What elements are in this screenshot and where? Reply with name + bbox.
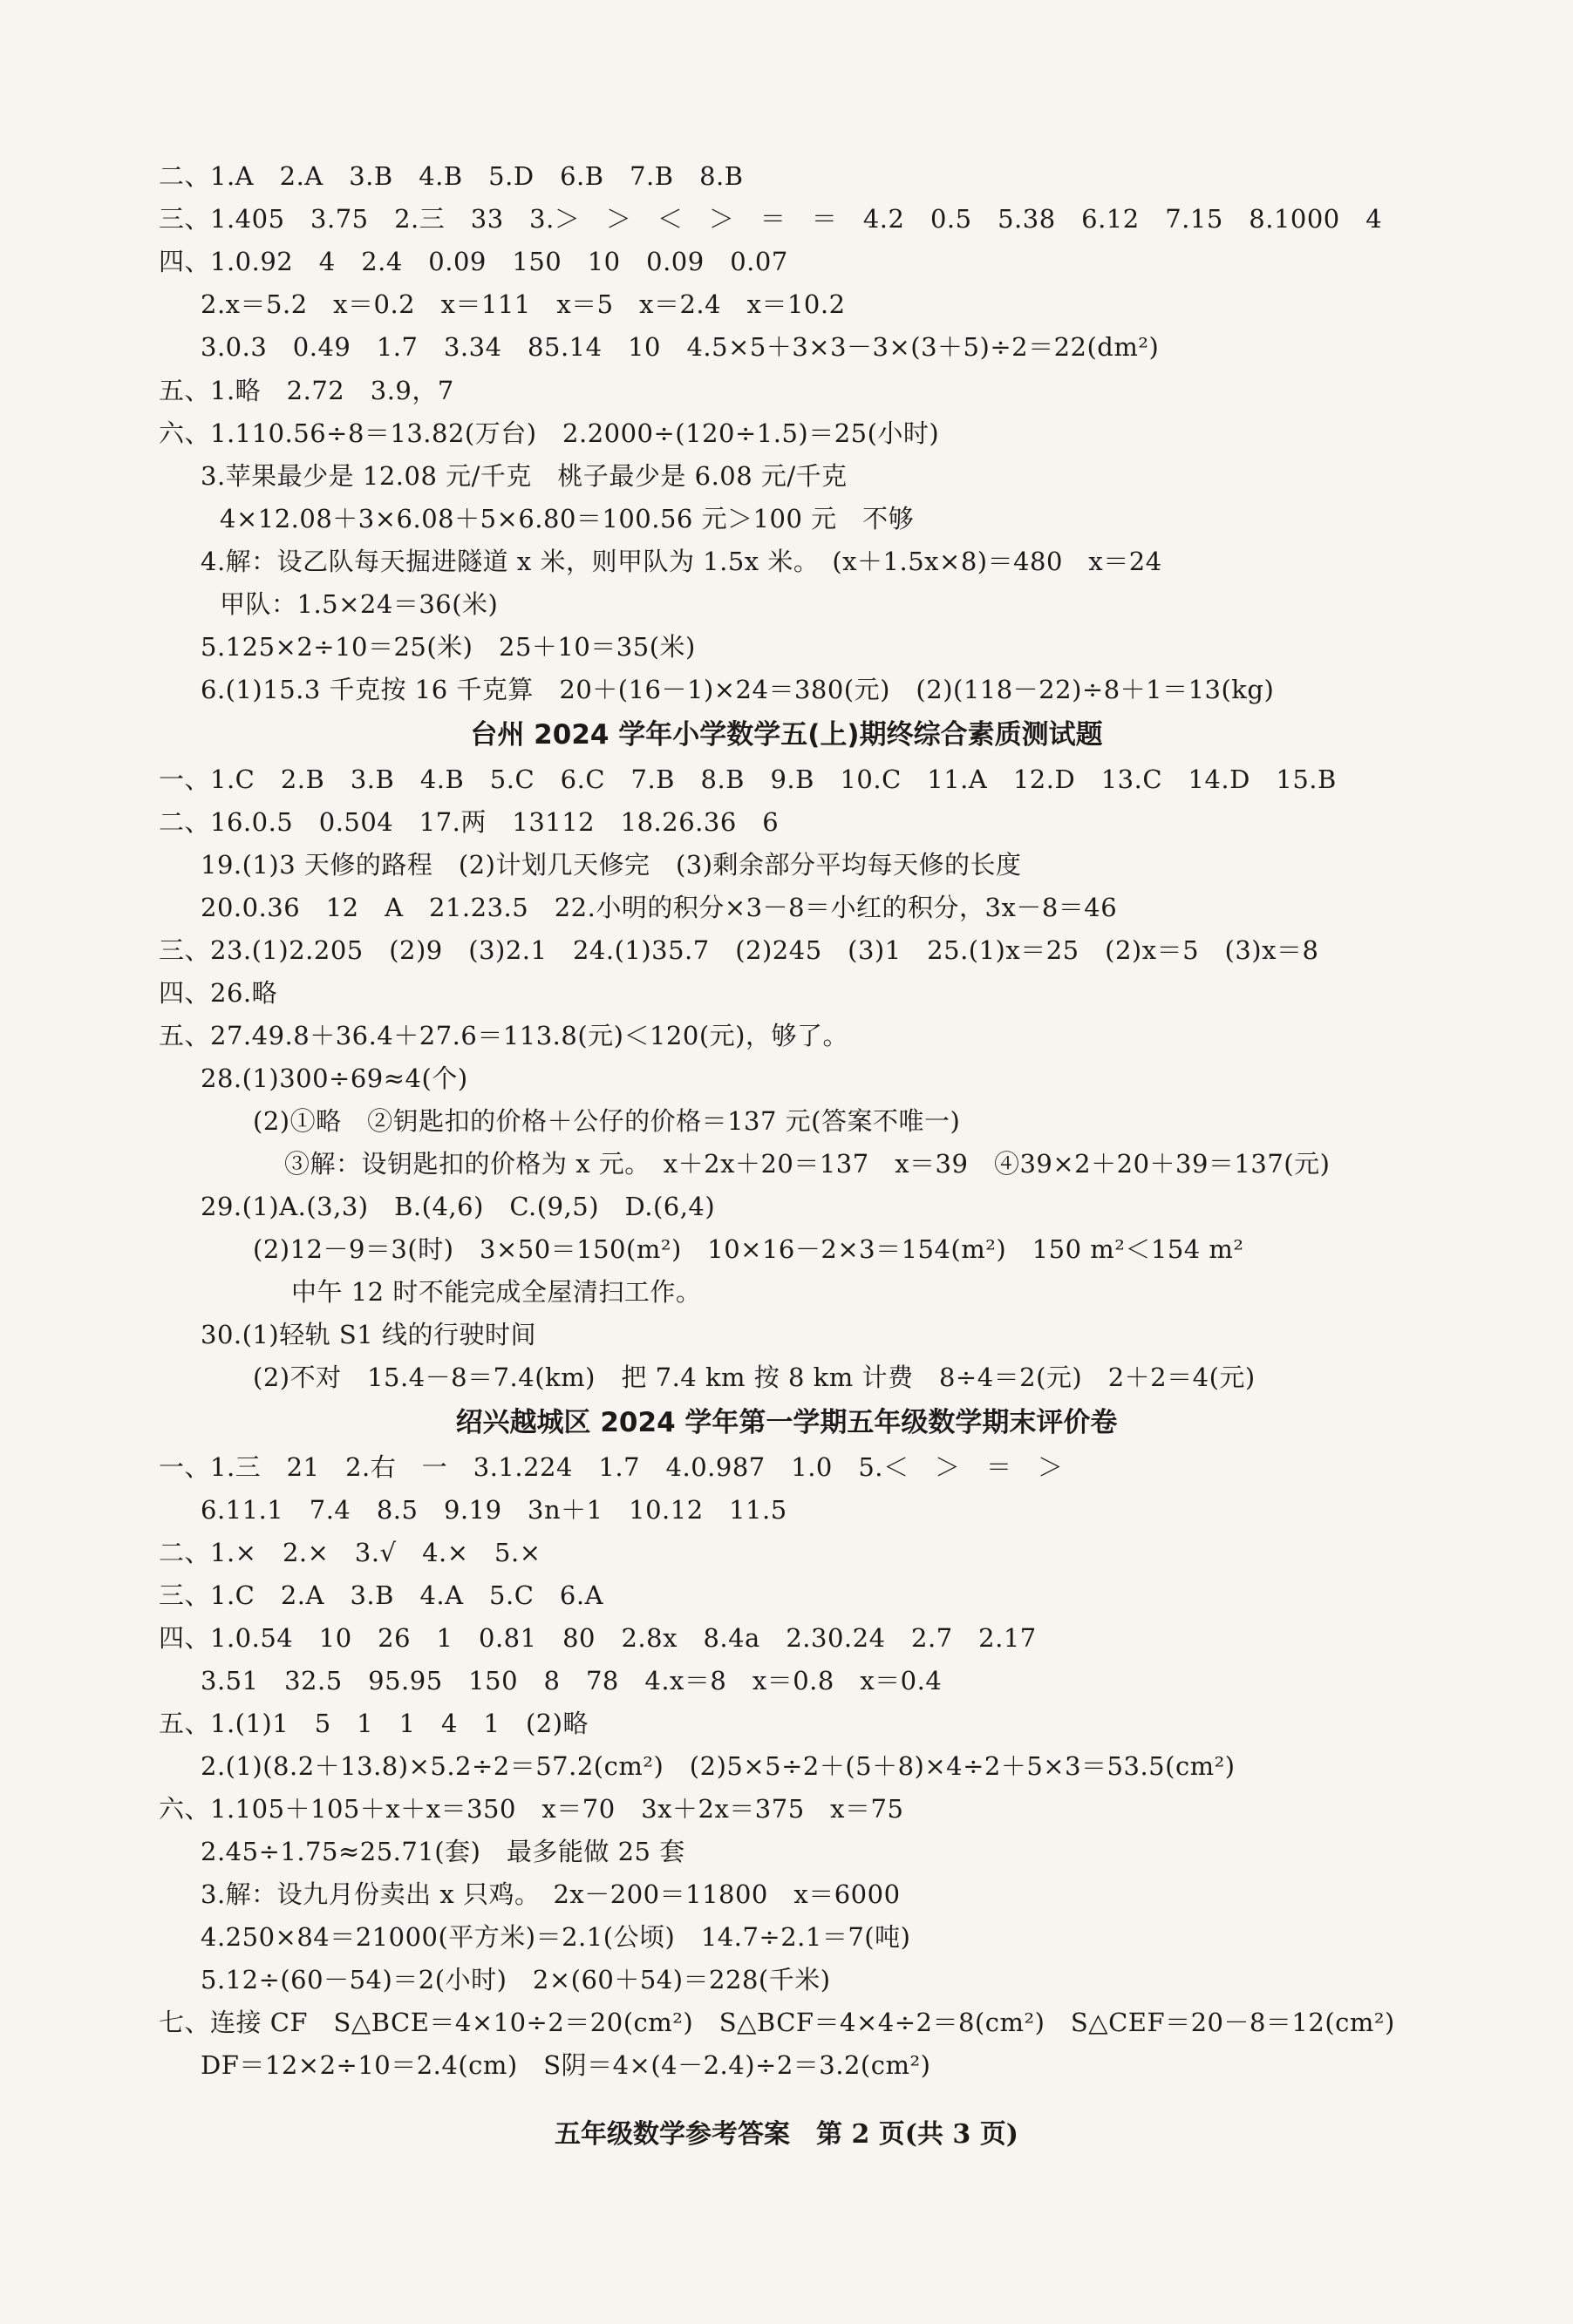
answer-line: 2.45÷1.75≈25.71(套) 最多能做 25 套 <box>201 1837 685 1866</box>
answer-line: 四、1.0.54 10 26 1 0.81 80 2.8x 8.4a 2.30.24 2.7 2.17 <box>159 1623 1037 1653</box>
answer-line: 甲队：1.5×24＝36(米) <box>220 589 499 619</box>
section-title-shaoxing: 绍兴越城区 2024 学年第一学期五年级数学期末评价卷 <box>455 1407 1118 1438</box>
answer-line: 29.(1)A.(3,3) B.(4,6) C.(9,5) D.(6,4) <box>201 1192 716 1221</box>
answer-line: 五、27.49.8＋36.4＋27.6＝113.8(元)＜120(元)，够了。 <box>159 1021 848 1050</box>
answer-line: 19.(1)3 天修的路程 (2)计划几天修完 (3)剩余部分平均每天修的长度 <box>201 850 1022 880</box>
answer-line: 5.12÷(60－54)＝2(小时) 2×(60＋54)＝228(千米) <box>201 1965 831 1994</box>
answer-line: 五、1.(1)1 5 1 1 4 1 (2)略 <box>159 1709 589 1738</box>
answer-line: 28.(1)300÷69≈4(个) <box>201 1063 468 1093</box>
answer-line: 三、1.C 2.A 3.B 4.A 5.C 6.A <box>159 1580 604 1610</box>
answer-line: 4.250×84＝21000(平方米)＝2.1(公顷) 14.7÷2.1＝7(吨) <box>201 1922 911 1952</box>
answer-line: DF＝12×2÷10＝2.4(cm) S阴＝4×(4－2.4)÷2＝3.2(cm²) <box>201 2050 931 2080</box>
page-footer: 五年级数学参考答案 第 2 页(共 3 页) <box>555 2119 1018 2150</box>
answer-line: 一、1.三 21 2.右 一 3.1.224 1.7 4.0.987 1.0 5.＜ ＞ ＝ ＞ <box>159 1452 1064 1482</box>
answer-line: 6.11.1 7.4 8.5 9.19 3n＋1 10.12 11.5 <box>201 1495 787 1525</box>
answer-line: 二、1.A 2.A 3.B 4.B 5.D 6.B 7.B 8.B <box>159 161 744 191</box>
answer-line: (2)12－9＝3(时) 3×50＝150(m²) 10×16－2×3＝154(m²) 150 m²＜154 m² <box>253 1234 1244 1264</box>
answer-line: 一、1.C 2.B 3.B 4.B 5.C 6.C 7.B 8.B 9.B 10.C 11.A 12.D 13.C 14.D 15.B <box>159 764 1337 794</box>
answer-line: 3.51 32.5 95.95 150 8 78 4.x＝8 x＝0.8 x＝0.4 <box>201 1666 943 1695</box>
answer-line: 4×12.08＋3×6.08＋5×6.80＝100.56 元＞100 元 不够 <box>220 504 915 533</box>
answer-line: 四、26.略 <box>159 978 278 1008</box>
answer-line: 四、1.0.92 4 2.4 0.09 150 10 0.09 0.07 <box>159 247 788 276</box>
answer-line: 3.解：设九月份卖出 x 只鸡。 2x－200＝11800 x＝6000 <box>201 1879 901 1909</box>
answer-line: 2.(1)(8.2＋13.8)×5.2÷2＝57.2(cm²) (2)5×5÷2＋(5＋8)×4÷2＋5×3＝53.5(cm²) <box>201 1751 1236 1781</box>
section-title-taizhou: 台州 2024 学年小学数学五(上)期终综合素质测试题 <box>470 719 1103 751</box>
answer-line: ③解：设钥匙扣的价格为 x 元。 x＋2x＋20＝137 x＝39 ④39×2＋20＋39＝137(元) <box>284 1149 1331 1179</box>
answer-line: 七、连接 CF S△BCE＝4×10÷2＝20(cm²) S△BCF＝4×4÷2＝8(cm²) S△CEF＝20－8＝12(cm²) <box>159 2008 1395 2037</box>
answer-line: 六、1.105＋105＋x＋x＝350 x＝70 3x＋2x＝375 x＝75 <box>159 1794 904 1824</box>
answer-line: 2.x＝5.2 x＝0.2 x＝111 x＝5 x＝2.4 x＝10.2 <box>201 289 846 319</box>
answer-line: 4.解：设乙队每天掘进隧道 x 米，则甲队为 1.5x 米。 (x＋1.5x×8)＝480 x＝24 <box>201 547 1162 576</box>
answer-line: 20.0.36 12 A 21.23.5 22.小明的积分×3－8＝小红的积分，3x－8＝46 <box>201 893 1118 922</box>
answer-line: (2)①略 ②钥匙扣的价格＋公仔的价格＝137 元(答案不唯一) <box>253 1106 961 1136</box>
answer-line: 3.苹果最少是 12.08 元/千克 桃子最少是 6.08 元/千克 <box>201 461 848 491</box>
answer-line: 五、1.略 2.72 3.9，7 <box>159 376 454 405</box>
answer-line: 三、1.405 3.75 2.三 33 3.＞ ＞ ＜ ＞ ＝ ＝ 4.2 0.5 5.38 6.12 7.15 8.1000 4 <box>159 204 1383 234</box>
answer-line: (2)不对 15.4－8＝7.4(km) 把 7.4 km 按 8 km 计费 8÷4＝2(元) 2＋2＝4(元) <box>253 1362 1256 1392</box>
answer-line: 中午 12 时不能完成全屋清扫工作。 <box>291 1277 702 1307</box>
answer-line: 30.(1)轻轨 S1 线的行驶时间 <box>201 1320 536 1349</box>
answer-line: 二、16.0.5 0.504 17.两 13112 18.26.36 6 <box>159 807 780 837</box>
answer-line: 5.125×2÷10＝25(米) 25＋10＝35(米) <box>201 632 696 662</box>
answer-line: 二、1.× 2.× 3.√ 4.× 5.× <box>159 1538 541 1567</box>
answer-line: 3.0.3 0.49 1.7 3.34 85.14 10 4.5×5＋3×3－3×(3＋5)÷2＝22(dm²) <box>201 332 1160 362</box>
answer-line: 6.(1)15.3 千克按 16 千克算 20＋(16－1)×24＝380(元) (2)(118－22)÷8＋1＝13(kg) <box>201 675 1275 704</box>
answer-line: 三、23.(1)2.205 (2)9 (3)2.1 24.(1)35.7 (2)245 (3)1 25.(1)x＝25 (2)x＝5 (3)x＝8 <box>159 935 1319 965</box>
answer-line: 六、1.110.56÷8＝13.82(万台) 2.2000÷(120÷1.5)＝25(小时) <box>159 418 940 448</box>
